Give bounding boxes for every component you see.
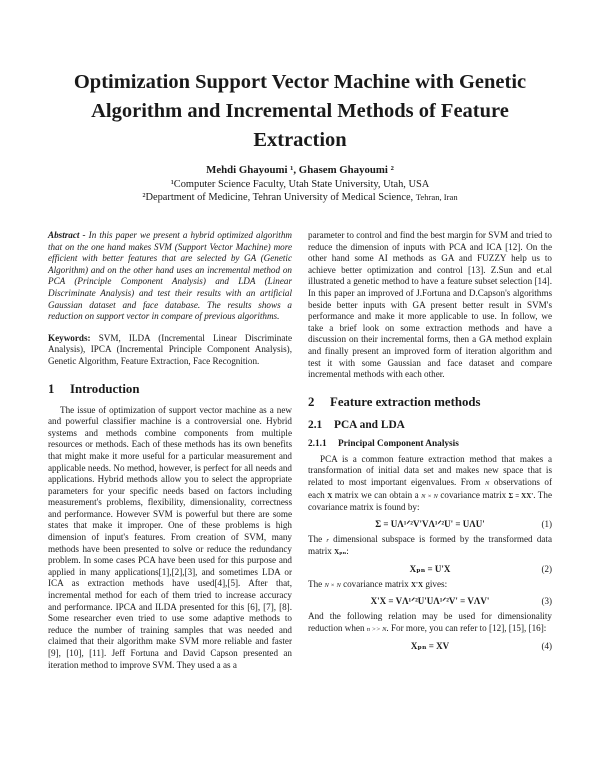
pca-p1-a: PCA is a common feature extraction method that makes a transformation of initial data set and makes new space that is related to most important eigenvalues. From (308, 453, 552, 487)
keywords (48, 333, 292, 368)
equation-1 (308, 514, 552, 534)
pca-p3-c: gives: (425, 578, 448, 589)
section-2-title: Feature extraction methods (330, 394, 481, 409)
pca-p2-b: dimensional subspace is formed by the transformed data matrix (308, 533, 553, 557)
math-r: r (326, 536, 329, 544)
math-nxn-2: N × N (324, 581, 341, 589)
title-line-3: Extraction (253, 129, 347, 151)
section-1-number: 1 (48, 381, 55, 396)
author-names: Mehdi Ghayoumi ¹, Ghasem Ghayoumi ² (206, 164, 394, 176)
author-block (40, 164, 560, 205)
section-2-heading (308, 395, 552, 410)
pca-p4-a: And the following relation may be used for dimensionality reduction when (308, 611, 552, 634)
math-x: X (327, 491, 333, 500)
pca-p1-b: observations of each (308, 476, 553, 500)
equation-3 (308, 591, 552, 611)
pca-p1-c: matrix we can obtain a (334, 489, 419, 500)
section-1-heading (48, 382, 292, 397)
equation-3-number: (3) (541, 596, 552, 607)
equation-4 (308, 636, 552, 656)
equation-2 (308, 559, 552, 579)
abstract-text: In this paper we present a hybrid optimized algorithm that on the one hand makes SVM (Support Vector Machine) more efficient with better features that are selected by GA (Genetic Algorithm) and on the other hand uses an incremental method on PCA (Principle Component Analysis) and LDA (Linear Discriminate Analysis) and test their results with an artificial Gaussian dataset and face database. The results shows a reduction on support vector in compare of previous algorithms. (48, 230, 292, 322)
pca-paragraph-1 (308, 454, 552, 514)
subsubsection-2-1-1-number: 2.1.1 (308, 438, 327, 449)
math-xpn: Xₚₙ (334, 548, 347, 557)
title-line-2: Algorithm and Incremental Methods of Feature (91, 100, 509, 122)
pca-p1-d: covariance matrix (440, 489, 507, 500)
pca-paragraph-4 (308, 611, 552, 635)
subsection-2-1-heading (308, 418, 552, 432)
pca-p2-a: The (308, 533, 323, 544)
math-sigma: Σ = XX' (508, 491, 534, 500)
right-column (308, 230, 552, 656)
subsection-2-1-number: 2.1 (308, 418, 323, 431)
equation-3-body: X'X = VΛ¹ᐟ²U'UΛ¹ᐟ²V' = VΛV' (370, 596, 490, 607)
subsubsection-2-1-1-heading (308, 438, 552, 450)
pca-paragraph-3 (308, 579, 552, 592)
pca-paragraph-2 (308, 534, 552, 559)
pca-p3-a: The (308, 578, 323, 589)
affiliation-2-city: Tehran, Iran (415, 192, 458, 202)
intro-continuation: parameter to control and find the best margin for SVM and tried to reduce the dimension of inputs with PCA and ICA [12]. On the other hand some AI methods as GA and FUZZY help us to achieve better optimization and control [13]. Z.Sun and et.al illustrated a genetic method to have a feature subset selection [14]. In this paper an improved of J.Fortuna and D.Capson's algorithms beside better inputs with GA present better result in SVM's performance and make it more applicable to use. In follow, we take a brief look on some extraction methods and have a discussion on their incremental forms, then a GA method explain and finally present an improved form of iteration algorithm and test it with some Gaussian and face dataset and compare incremental methods with each other. (308, 230, 552, 380)
keywords-text: SVM, ILDA (Incremental Linear Discriminate Analysis), IPCA (Incremental Principle Component Analysis), Genetic Algorithm, Feature Extraction, Face Recognition. (48, 332, 292, 366)
paper-title (40, 68, 560, 155)
affiliation-2-main: ²Department of Medicine, Tehran University of Medical Science, (142, 192, 414, 203)
affiliation-2 (40, 191, 560, 205)
math-nxn: N × N (421, 492, 438, 500)
equation-2-body: Xₚₙ = U'X (409, 563, 451, 574)
math-condition: n >> N (366, 626, 387, 634)
math-n: N (485, 479, 490, 487)
section-1-title: Introduction (70, 381, 140, 396)
pca-p4-b: . For more, you can refer to [12], [15], [16]: (386, 623, 547, 634)
pca-p3-b: covariance matrix (343, 578, 409, 589)
equation-4-body: Xₚₙ = XV (410, 640, 450, 651)
equation-2-number: (2) (541, 563, 552, 574)
subsection-2-1-title: PCA and LDA (334, 418, 405, 431)
equation-1-body: Σ = UΛ¹ᐟ²V'VΛ¹ᐟ²U' = UΛU' (375, 518, 485, 529)
left-column (48, 230, 292, 671)
equation-4-number: (4) (541, 640, 552, 651)
subsubsection-2-1-1-title: Principal Component Analysis (338, 438, 459, 449)
affiliation-1: ¹Computer Science Faculty, Utah State University, Utah, USA (170, 178, 430, 190)
pca-p2-c: : (346, 546, 349, 557)
math-xtx: X'X (410, 580, 424, 589)
section-2-number: 2 (308, 394, 315, 409)
introduction-paragraph: The issue of optimization of support vector machine as a new and powerful classifier machine is a controversial one. Hybrid systems and methods combine components from multiple resources or methods. Each of these methods has its own benefits that might make it more useful for a particular measurement and applicable needs. No method, however, is perfect for all needs and applications. Hybrid methods allow you to select the appropriate parameters for your specific needs based on factors including measurement's problems, flexibility, dimensionality, correctness and performance. However SVM is powerful but there are some states that make it improper. One of these problems is high dimension of input's features. From creation of SVM, many methods have been presented to solve or reduce the redundancy problem. In some cases PCA have been used for this purpose and applied in many applications[1],[2],[3], and sometimes LDA or ICA as extraction methods have used[4],[5]. After that, incremental method for each of them tried to increase accuracy and performance. IPCA and ILDA presented for this [6], [7], [8]. Some researcher even tried to use some adaptive methods to reduce the number of training samples that was needed and claimed that their algorithm make SVM more reliable and faster [9], [10], [11]. Jeff Fortuna and David Capson presented an iteration method to improve SVM. They used a as a (48, 404, 292, 670)
pca-p1-e: . The covariance matrix is found by: (308, 489, 552, 513)
title-line-1: Optimization Support Vector Machine with Genetic (73, 71, 527, 93)
abstract (48, 230, 292, 323)
equation-1-number: (1) (541, 518, 552, 529)
keywords-label: Keywords: (48, 332, 91, 343)
abstract-label: Abstract - (48, 230, 86, 240)
